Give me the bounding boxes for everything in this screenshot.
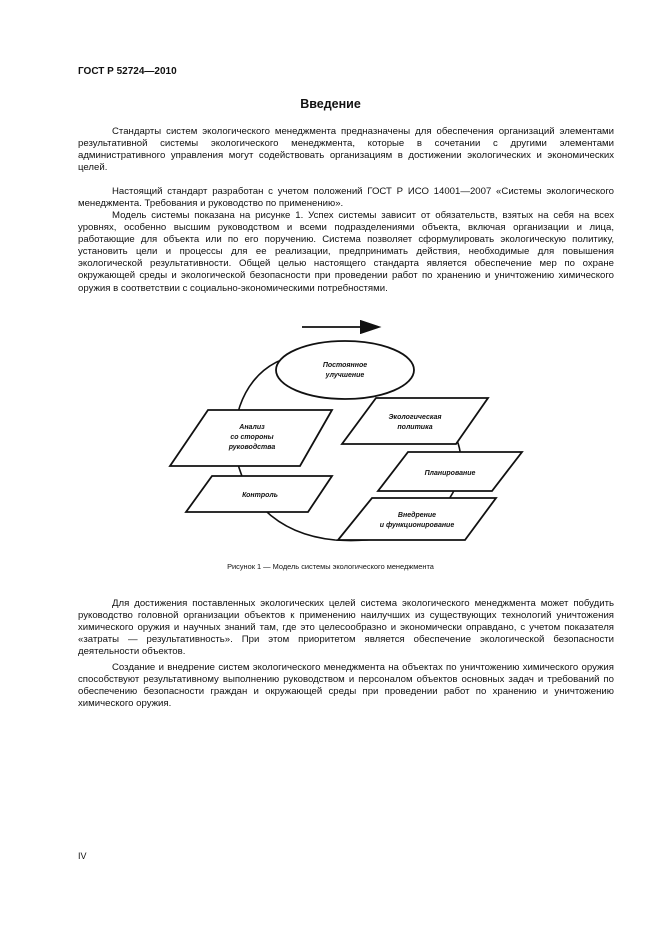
node-environmental-policy <box>342 398 488 444</box>
paragraph-intro: Стандарты систем экологического менеджмента предназначены для обеспечения организаций элементами результативной системы экологического менеджмента, которые в сочетании с другими элементами административного управления могут содействовать организациям в достижении экологических и экономических целей. <box>78 126 614 174</box>
node-continuous-improvement-label-1: Постоянное <box>322 362 368 369</box>
paragraph-goals: Для достижения поставленных экологических целей система экологического менеджмента может побудить руководство головной организации объектов к применению наилучших из существующих технологий уничтожения химического оружия и научных знаний там, где это целесообразно и экономически оправдано, с учетом показателя «затраты — результативность». При этом приоритетом является обеспечение экологической безопасности деятельности объектов. <box>78 598 614 658</box>
node-implementation-label-2: и функционирование <box>379 522 455 529</box>
node-control-label: Контроль <box>242 492 278 499</box>
figure-caption: Рисунок 1 — Модель системы экологического менеджмента <box>227 562 434 571</box>
node-continuous-improvement-label-2: улучшение <box>325 372 365 379</box>
node-continuous-improvement <box>276 341 414 399</box>
document-header: ГОСТ Р 52724—2010 <box>78 66 177 77</box>
section-title: Введение <box>300 97 361 111</box>
node-implementation-label-1: Внедрение <box>397 512 437 519</box>
node-management-review-label-2: со стороны <box>230 434 274 441</box>
paragraph-implementation: Создание и внедрение систем экологического менеджмента на объектах по уничтожению химического оружия способствуют результативному выполнению руководством и персоналом объектов основных задач и требований по обеспечению безопасности граждан и окружающей среды при проведении работ по хранению и уничтожению химического оружия. <box>78 662 614 710</box>
node-planning-label: Планирование <box>424 470 476 477</box>
node-environmental-policy-label-2: политика <box>397 424 433 431</box>
node-environmental-policy-label-1: Экологическая <box>388 414 442 421</box>
node-implementation <box>338 498 496 540</box>
page-number: IV <box>78 851 87 861</box>
paragraph-model-description: Модель системы показана на рисунке 1. Успех системы зависит от обязательств, взятых на себя на всех уровнях, особенно высшим руководством и всеми подразделениями объекта, включая организации и лица, работающие для объекта или по его поручению. Система позволяет сформулировать экологическую политику, установить цели и процессы для ее реализации, предпринимать действия, необходимые для повышения экологической результативности. Общей целью настоящего стандарта является обеспечение мер по охране окружающей среды и экологической безопасности при проведении работ по хранению и уничтожению химического оружия в соответствии с социально-экономическими потребностями. <box>78 210 614 294</box>
ems-model-diagram <box>150 318 530 553</box>
node-management-review-label-1: Анализ <box>239 424 265 431</box>
node-management-review-label-3: руководства <box>228 444 276 451</box>
paragraph-standard-basis: Настоящий стандарт разработан с учетом положений ГОСТ Р ИСО 14001—2007 «Системы экологического менеджмента. Требования и руководство по применению». <box>78 186 614 210</box>
